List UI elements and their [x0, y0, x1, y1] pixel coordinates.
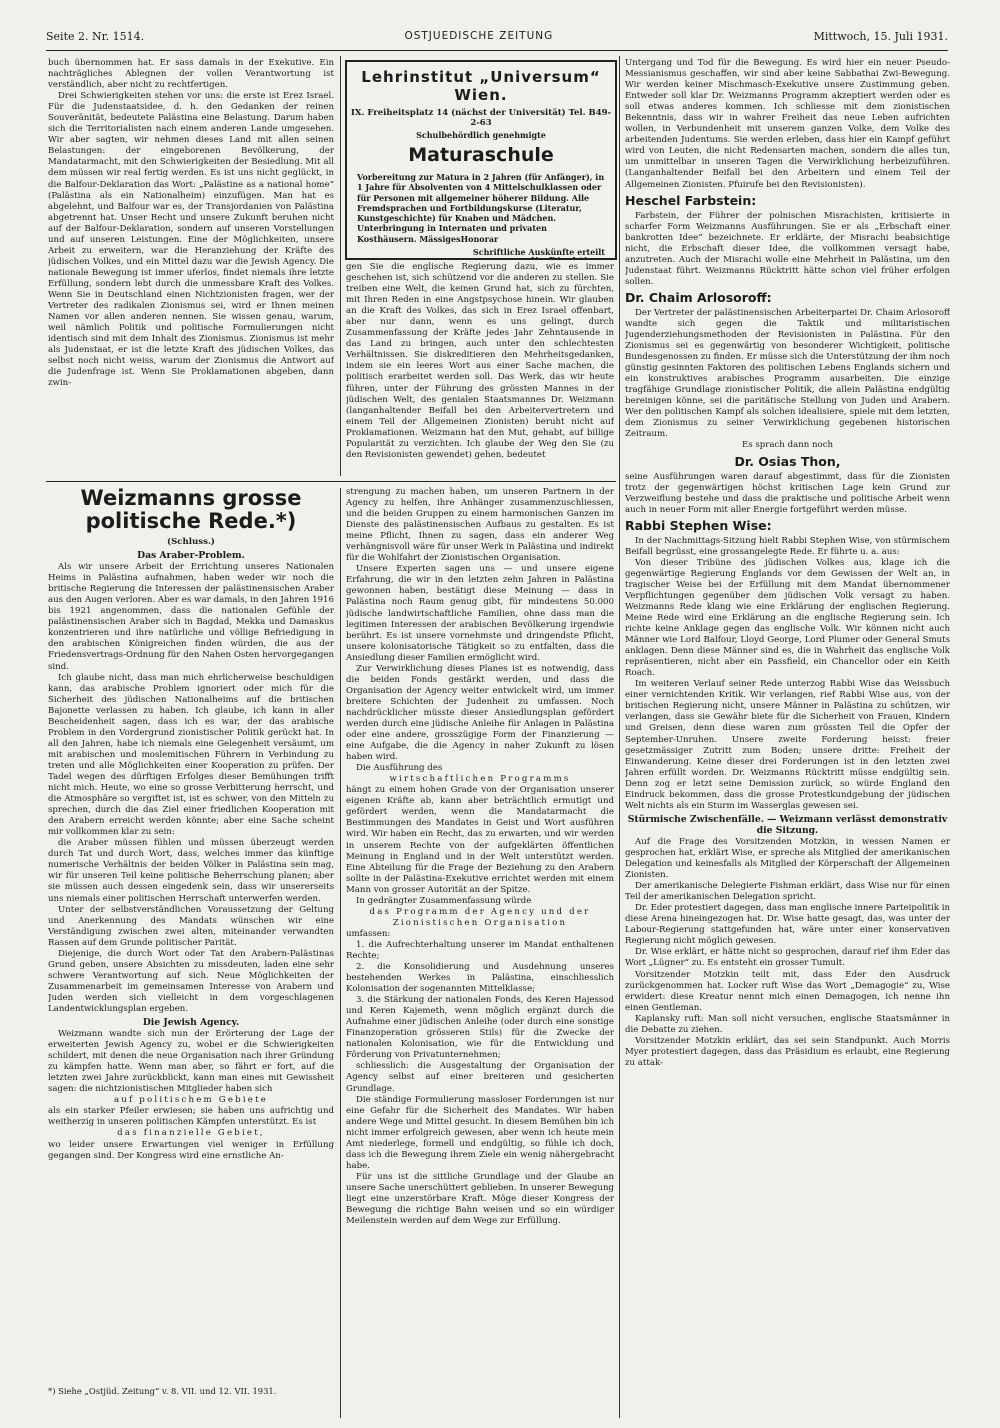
ad-signature: [357, 257, 605, 260]
subheading: Das Araber-Problem.: [137, 550, 245, 562]
paragraph: Vorsitzender Motzkin teilt mit, dass Eder den Ausdruck zurückgenommen hat. Locker ruft Wise das Wort „Demagogie“ zu, Wise erwidert: diese Kreatur nennt mich einen Demagogen, ich nenne ihn einen Gentleman.: [625, 969, 950, 1013]
header-rule: [46, 50, 948, 51]
footnote: *) Siehe „Ostjüd. Zeitung“ v. 8. VII. und 12. VII. 1931.: [48, 1386, 277, 1396]
subheading: Die Jewish Agency.: [142, 1017, 240, 1029]
ad-headline: Maturaschule: [408, 144, 554, 166]
paragraph: Im weiteren Verlauf seiner Rede unterzog Rabbi Wise das Weissbuch einer vernichtenden Kritik. Wir verlangen, rief Rabbi Wise aus, von der britischen Regierung nicht, unsere Männer in Palästina zu schützen, wir verlangen, dass sie Gewähr biete für die Sicherheit von Frauen, Kindern und Greisen, denn diese waren zum grössten Teil die Opfer der September-Unruhen. Unsere zweite Forderung heisst: freier gesetzmässiger Zutritt zum Boden; unsere dritte: Freiheit der Einwanderung. Keine dieser drei Forderungen ist in den letzten zwei Jahren erfüllt worden. Dr. Weizmanns Rücktritt müsse endgültig sein. Denn zog er letzt seine Demission zurück, so würde England den Eindruck bekommen, dass die grosse Protestkundgebung der jüdischen Welt nichts als ein Sturm im Wasserglas gewesen sei.: [625, 679, 950, 811]
transition-line: Es sprach dann noch: [741, 440, 834, 451]
subheading: Stürmische Zwischenfälle. — Weizmann verlässt demonstrativ die Sitzung.: [627, 813, 948, 836]
paragraph: umfassen:: [346, 928, 391, 939]
section-rule: [46, 481, 616, 482]
speaker-heading: Rabbi Stephen Wise:: [625, 517, 772, 533]
paragraph: gen Sie die englische Regierung dazu, wie es immer geschehen ist, sich schützend vor die anderen zu stellen. Sie treiben eine Welt, die keinen Grund hat, sich zu fürchten, mit Ihren Reden in eine Angstpsychose hinein. Wir glauben an die Kraft des Volkes, das sich in Erez Israel offenbart, aber nur dann, wenn es uns gelingt, durch Zusammenfassung der Kräfte jedes Jahr Zehntausende in das Land zu bringen, auch unter den schlechtesten Verhältnissen. Sie diskreditieren den Mehrheitsgedanken, indem sie ein leeres Wort aus einer Sache machen, die politisch erarbeitet werden soll. Das Werk, das wir heute führen, unter der Führung des grössten Mannes in der jüdischen Welt, des genialen Staatsmannes Dr. Weizmann (langanhaltender Beifall bei den Arbeitervertretern und einem Teil der Allgemeinen Zionisten) beruht nicht auf Proklamationen. Weizmann hat den Mut, gehabt, auf billige Popularität zu verzichten. Ich glaube der Weg den Sie (zu den Revisionisten gewendet) gehen, bedeutet: [346, 262, 614, 460]
column-rule: [340, 488, 341, 1418]
paragraph: als ein starker Pfeiler erwiesen; sie haben uns aufrichtig und weitherzig in unseren politischen Kämpfen unterstützt. Es ist: [48, 1106, 334, 1128]
paragraph: wo leider unsere Erwartungen viel weniger in Erfüllung gegangen sind. Der Kongress wird eine ernstliche An-: [48, 1139, 334, 1161]
page-number: Seite 2. Nr. 1514.: [46, 29, 145, 43]
column-rule: [619, 56, 620, 1418]
paragraph: In gedrängter Zusammenfassung würde: [356, 895, 532, 906]
paragraph: Die ständige Formulierung massloser Forderungen ist nur eine Gefahr für die Sicherheit des Mandates. Wir haben andere Wege und Mittel gesucht. In diesem Bemühen bin ich nicht immer erfolgreich gewesen, aber wenn ich heute mein Amt niederlege, formell und endgültig, so fühle ich doch, dass ich die Bewegung ihrem Ziele ein wenig nähergebracht habe.: [346, 1094, 614, 1171]
paragraph: Ich glaube nicht, dass man mich ehrlicherweise beschuldigen kann, das arabische Problem ignoriert oder mich für die Sicherheit des jüdischen Nationalheims auf die britischen Bajonette verlassen zu haben. Ich glaube, ich kann in aller Bescheidenheit sagen, dass ich es war, der das arabische Problem in den Vordergrund zionistischer Politik gerückt hat. In all den Jahren, habe ich niemals eine Gelegenheit versäumt, um mit arabischen und moslemitischen Führern in Verbindung zu treten und alle Möglichkeiten einer Kooperation zu prüfen. Der Tadel wegen des dürftigen Erfolges dieser Bemühungen trifft nicht mich. Heute, wo eine so grosse Verbitterung herrscht, und die Atmosphäre so vergiftet ist, ist es schwer, von den Mitteln zu sprechen, durch die das Ziel einer friedlichen Kooperation mit den Arabern erreicht werden könnte; aber eine Sache scheint mir vollkommen klar zu sein:: [48, 672, 334, 838]
ad-body: Vorbereitung zur Matura in 2 Jahren (für Anfänger), in 1 Jahre für Absolventen von 4 Mittelschulklassen oder für Personen mit allgemeiner höherer Bildung. Alle Fremdsprachen und Fortbildungskurse (Literatur, Kunstgeschichte) für Knaben und Mädchen. Unterbringung in Internaten und privaten Kosthäusern. MässigesHonorar: [357, 172, 605, 244]
centered-phrase: wirtschaftlichen Programms: [389, 774, 571, 785]
column-rule: [340, 56, 341, 476]
paragraph: Für uns ist die sittliche Grundlage und der Glaube an unsere Sache unerschüttert geblieben. In unserer Bewegung liegt eine unzerstörbare Kraft. Möge dieser Kongress der Bewegung die richtige Bahn weisen und so ein würdiger Meilenstein werden auf dem Wege zur Erfüllung.: [346, 1171, 614, 1227]
continuation-note: (Schluss.): [167, 537, 215, 547]
speaker-heading: Dr. Chaim Arlosoroff:: [625, 289, 772, 305]
paragraph: die Araber müssen fühlen und müssen überzeugt werden durch Tat und durch Wort, dass, welches immer das künftige numerische Verhältnis der beiden Völker in Palästina sein mag, wir für unseren Teil keine politische Beherrschung planen; aber sie müssen auch dessen eingedenk sein, dass wir unsererseits uns niemals einer politischen Herrschaft unterwerfen werden.: [48, 838, 334, 904]
list-item: 1. die Aufrechterhaltung unserer im Mandat enthaltenen Rechte;: [346, 939, 614, 961]
paragraph: Der amerikanische Delegierte Fishman erklärt, dass Wise nur für einen Teil der amerikanischen Delegation spricht.: [625, 881, 950, 903]
ad-approval: Schulbehördlich genehmigte: [416, 130, 546, 140]
paragraph: Vorsitzender Motzkin erklärt, das sei sein Standpunkt. Auch Morris Myer protestiert dagegen, dass das Präsidium es erlaubt, eine Regierung zu attak-: [625, 1035, 950, 1068]
centered-phrase: das finanzielle Gebiet,: [117, 1128, 265, 1139]
paragraph: Unsere Experten sagen uns — und unsere eigene Erfahrung, die wir in den letzten zehn Jahren in Palästina gewonnen haben, bestätigt diese Meinung — dass in Palästina noch Raum genug gibt, für mindestens 50.000 jüdische landwirtschaftliche Familien, ohne dass man die legitimen Interessen der arabischen Bevölkerung irgendwie berührt. Es ist unsere vornehmste und dringendste Pflicht, unsere kolonisatorische Tätigkeit so zu entfalten, dass die Ansiedlung dieser Familien ermöglicht wird.: [346, 564, 614, 663]
ad-info: Schriftliche Auskünfte erteilt: [472, 247, 605, 258]
paragraph: Drei Schwierigkeiten stehen vor uns: die erste ist Erez Israel. Für die Judenstaatsidee, d. h. den Gedanken der reinen Souveränität, bedeutete Palästina eine Belastung. Darum haben sich die Territorialisten nach einem anderen Lande umgesehen. Wir aber sagten, wir nehmen dieses Land mit allen seinen Belastungen: der eingeborenen Bevölkerung, der Mandatarmacht, mit den Schwierigkeiten der Besiedlung. Mit all dem müssen wir real fertig werden. Es ist uns nicht geglückt, in die Balfour-Deklaration das Wort: „Palästine as a national home“ (Palästina als ein Nationalheim) einzufügen. Man hat es abgelehnt, und Balfour war es, der Transjordanien von Palästina abgetrennt hat. Unser Recht und unsere Zukunft beruhen nicht auf der Balfour-Deklaration, sondern auf unseren Vorstellungen und auf unseren Leistungen. Eine der Möglichkeiten, unsere Arbeit zu erweitern, war die Heranziehung der Kräfte des jüdischen Volkes, und ein Mittel dazu war die Jewish Agency. Die nationale Bewegung ist immer uferlos, findet niemals ihre letzte Erfüllung, sondern lebt durch die unmessbare Kraft des Volkes. Wenn Sie in Deutschland einen Nichtzionisten fragen, wer der Vertreter des radikalen Zionismus sei, wird er Ihnen meinen Namen vor allen anderen nennen. Sie wissen genau, warum, weil nämlich Politik und politische Formulierungen nicht identisch sind mit dem Inhalt des Zionismus. Zionismus ist mehr als Judenstaat, er ist die letzte Kraft des jüdischen Volkes, das selbst noch nicht weiss, warum der Zionismus die Antwort auf die Judenfrage ist. Wenn Sie Proklamationen abgeben, dann zwin-: [48, 91, 334, 389]
article-title: Weizmanns grosse politische Rede.*): [80, 486, 302, 533]
paragraph: Kaplansky ruft: Man soll nicht versuchen, englische Staatsmänner in die Debatte zu ziehen.: [625, 1013, 950, 1035]
paragraph: hängt zu einem hohen Grade von der Organisation unserer eigenen Kräfte ab, kann aber beträchtlich ermutigt und gefördert werden, wenn die Mandatarmacht die Bestimmungen des Mandates in Geist und Wort ausführen wird. Wir haben ein Recht, das zu erwarten, und wir werden in unserem Rechte von der aufgeklärten öffentlichen Meinung in England und in der Welt unterstützt werden. Eine Abteilung für die Frage der Beziehung zu den Arabern sollte in der Palästina-Exekutive errichtet werden mit einem Mann von grosser Autorität an der Spitze.: [346, 785, 614, 895]
list-item: 3. die Stärkung der nationalen Fonds, des Keren Hajessod und Keren Kajemeth, wenn möglich ergänzt durch die Aufnahme einer jüdischen Anleihe (oder durch eine sonstige Finanzoperation grösseren Stils) für die Zwecke der nationalen Kolonisation, wie für die Entwicklung und Förderung von Privatunternehmen;: [346, 995, 614, 1061]
speaker-heading: Dr. Osias Thon,: [734, 453, 841, 469]
paragraph: Der Vertreter der palästinensischen Arbeiterpartei Dr. Chaim Arlosoroff wandte sich gegen die Taktik und militaristischen Jugenderziehungsmethoden der Revisionisten in Palästina. Für den Zionismus sei es gegenwärtig von besonderer Wichtigkeit, politische Bundesgenossen zu finden. Er müsse sich die Unterstützung der ihm noch günstig gesinnten Faktoren des politischen Lebens Englands sichern und ein konstruktives arabisches Programm ausarbeiten. Die einzige tragfähige Grundlage zionistischer Politik, die allein Palästina endgültig bereinigen könne, sei die paritätische Stellung von Juden und Arabern. Wer den politischen Kampf als solchen idealisiere, spiele mit dem letzten, dem Zionismus zu seiner Verwirklichung gegebenen historischen Zeitraum.: [625, 307, 950, 440]
centered-phrase: auf politischem Gebiete: [113, 1095, 269, 1106]
paragraph: buch übernommen hat. Er sass damals in der Exekutive. Ein nachträgliches Ablegnen der vollen Verantwortung ist verständlich, aber nicht zu rechtfertigen.: [48, 58, 334, 91]
ad-institute-name: Lehrinstitut „Universum“ Wien.: [361, 68, 601, 104]
list-item: 2. die Konsolidierung und Ausdehnung unseres bestehenden Werkes in Palästina, einschliesslich Kolonisation der sogenannten Mittelklasse;: [346, 962, 614, 995]
column-2-top: [346, 262, 614, 478]
issue-date: Mittwoch, 15. Juli 1931.: [813, 29, 948, 43]
list-item: schliesslich: die Ausgestaltung der Organisation der Agency selbst auf einer breiteren und gesicherten Grundlage.: [346, 1061, 614, 1094]
speaker-heading: Heschel Farbstein:: [625, 192, 757, 208]
paragraph: Weizmann wandte sich nun der Erörterung der Lage der erweiterten Jewish Agency zu, wobei er die Schwierigkeiten schildert, mit denen die neue Organisation nach ihrer Gründung zu kämpfen hatte. Wenn man aber, so fährt er fort, auf die letzten zwei Jahre zurückblickt, kann man eines mit Gewissheit sagen: die nichtzionistischen Mitglieder haben sich: [48, 1029, 334, 1095]
paragraph: strengung zu machen haben, um unseren Partnern in der Agency zu helfen, ihre Anhänger zusammenzuschliessen, und die beiden Gruppen zu einem harmonischen Ganzen im Dienste des palästinensischen Aufbaus zu gestalten. Es ist meine Pflicht, Ihnen zu sagen, dass ein anderer Weg verhängnisvoll wäre für unser Werk in Palästina und indirekt für die Wohlfahrt der Zionistischen Organisation.: [346, 487, 614, 564]
paragraph: Von dieser Tribüne des jüdischen Volkes aus, klage ich die gegenwärtige Regierung Englands vor dem Gewissen der Welt an, in tragischer Weise bei der Erfüllung mit dem Mandat übernommener Verpflichtungen gegenüber dem jüdischen Volk versagt zu haben. Weizmanns Rede klang wie eine Erklärung der englischen Regierung. Meine Rede wird eine Erklärung an die englische Regierung sein. Ich richte keine Anklage gegen das englische Volk. Wir können nicht auch Männer wie Lord Balfour, Lloyd George, Lord Plumer oder General Smuts anklagen. Denn diese Männer sind es, die in Wahrheit das englische Volk repräsentieren, nicht aber ein Passfield, ein Chancellor oder ein Keith Roach.: [625, 557, 950, 679]
paragraph: Untergang und Tod für die Bewegung. Es wird hier ein neuer Pseudo-Messianismus geschaffen, wir sind aber keine Sabbathai Zwi-Bewegung. Wir werden keiner Mischmasch-Exekutive unsere Zustimmung geben. Entweder soll klar Dr. Weizmanns Programm akzeptiert werden oder es soll etwas anderes kommen. Ich schliesse mit dem zionistischen Bekenntnis, dass wir in wahrer Freiheit das neue Leben aufrichten wollen, in Verbundenheit mit unserem ganzen Volke, dem Volke des arbeitenden Judentums. Sie werden erleben, dass hier ein Kampf geführt wird von Leuten, die nicht Redensarten machen, sondern die alles tun, um unmittelbar in unseren Tagen die Verwirklichung herbeizuführen. (Langanhaltender Beifall bei den Arbeitern und einem Teil der Allgemeinen Zionisten. Pfuirufe bei den Revisionisten).: [625, 58, 950, 190]
newspaper-name: OSTJUEDISCHE ZEITUNG: [404, 30, 554, 42]
paragraph: Als wir unsere Arbeit der Errichtung unseres Nationalen Heims in Palästina aufnahmen, haben weder wir noch die britische Regierung die Interessen der palästinensischen Araber aus den Augen verloren. Aber es war damals, in den Jahren 1916 bis 1921 angenommen, dass die nationalen Gefühle der palästinensischen Araber sich in Bagdad, Mekka und Damaskus konzentrieren und ihre natürliche und völlige Befriedigung in den arabischen Königreichen finden würden, die aus der Friedensvertrags-Ordnung für den Nahen Osten hervorgegangen sind.: [48, 562, 334, 672]
paragraph: Auf die Frage des Vorsitzenden Motzkin, in wessen Namen er gesprochen hat, erklärt Wise, er spreche als Mitglied der amerikanischen Delegation und keinesfalls als Mitglied der Körperschaft der Allgemeinen Zionisten.: [625, 836, 950, 881]
paragraph: Farbstein, der Führer der polnischen Misrachisten, kritisierte in scharfer Form Weizmanns Ausführungen. Sie er als „Erbschaft einer bankrotten Idee“ bezeichnete. Er erklärte, der Misrachi beabsichtige nicht, die Erbschaft dieser Idee, die vollkommen versagt habe, anzutreten. Auch der Misrachi wolle eine Mehrheit in Palästina, um den Judenstaat führt. Weizmanns Rücktritt hätte schon viel früher erfolgen sollen.: [625, 210, 950, 287]
paragraph: In der Nachmittags-Sitzung hielt Rabbi Stephen Wise, von stürmischem Beifall begrüsst, eine grossangelegte Rede. Er führte u. a. aus:: [625, 535, 950, 557]
paragraph: Dr. Wise erklärt, er hätte nicht so gesprochen, darauf rief ihm Eder das Wort „Lügner“ zu. Es entsteht ein grosser Tumult.: [625, 947, 950, 969]
ad-address: IX. Freiheitsplatz 14 (nächst der Universität) Tel. B49-2-63: [350, 108, 612, 128]
paragraph: Diejenige, die durch Wort oder Tat den Arabern-Palästinas Grund geben, unsere Absichten zu missdeuten, laden eine sehr schwere Verantwortung auf sich. Neue Möglichkeiten der Zusammenarbeit im gemeinsamen Interesse von Arabern und Juden werden sich vielleicht in dem vorgeschlagenen Landentwicklungsplan ergeben.: [48, 948, 334, 1014]
column-3: [625, 58, 950, 1418]
paragraph: Die Ausführung des: [356, 763, 443, 774]
column-1-bottom: [48, 537, 334, 1382]
paragraph: Unter der selbstverständlichen Voraussetzung der Geltung und Anerkennung des Mandats wünschen wir eine Verständigung zwischen zwei alten, miteinander verwandten Rassen auf dem Grunde politischer Parität.: [48, 904, 334, 948]
page-header: [46, 28, 948, 44]
advertisement-box: [345, 60, 617, 260]
paragraph: seine Ausführungen waren darauf abgestimmt, dass für die Zionisten trotz der gegenwärtigen höchst kritischen Lage kein Grund zur Verzweiflung bestehe und dass die praktische und politische Arbeit wenn auch in neuer Form mit aller Energie fortgeführt werden müsse.: [625, 471, 950, 515]
paragraph: Zur Verwirklichung dieses Planes ist es notwendig, dass die beiden Fonds gestärkt werden, und dass die Organisation der Agency weiter entwickelt wird, um immer breitere Schichten der Judenheit zu umfassen. Noch nachdrücklicher müsste dieser Ansiedlungsplan gefördert werden durch eine jüdische Anleihe für Anlagen in Palästina oder eine andere, grosszügige Form der Finanzierung — eine Aufgabe, die die Agency in naher Zukunft zu lösen haben wird.: [346, 663, 614, 763]
column-2-bottom: [346, 487, 614, 1417]
column-1-top: [48, 58, 334, 476]
paragraph: Dr. Eder protestiert dagegen, dass man englische innere Parteipolitik in diese Arena hineingezogen hat. Dr. Wise hatte gesagt, das, was unter der Labour-Regierung stattgefunden hat, wäre unter einer konservativen Regierung nicht möglich gewesen.: [625, 903, 950, 947]
centered-phrase: das Programm der Agency und der Zionistischen Organisation: [369, 906, 591, 928]
